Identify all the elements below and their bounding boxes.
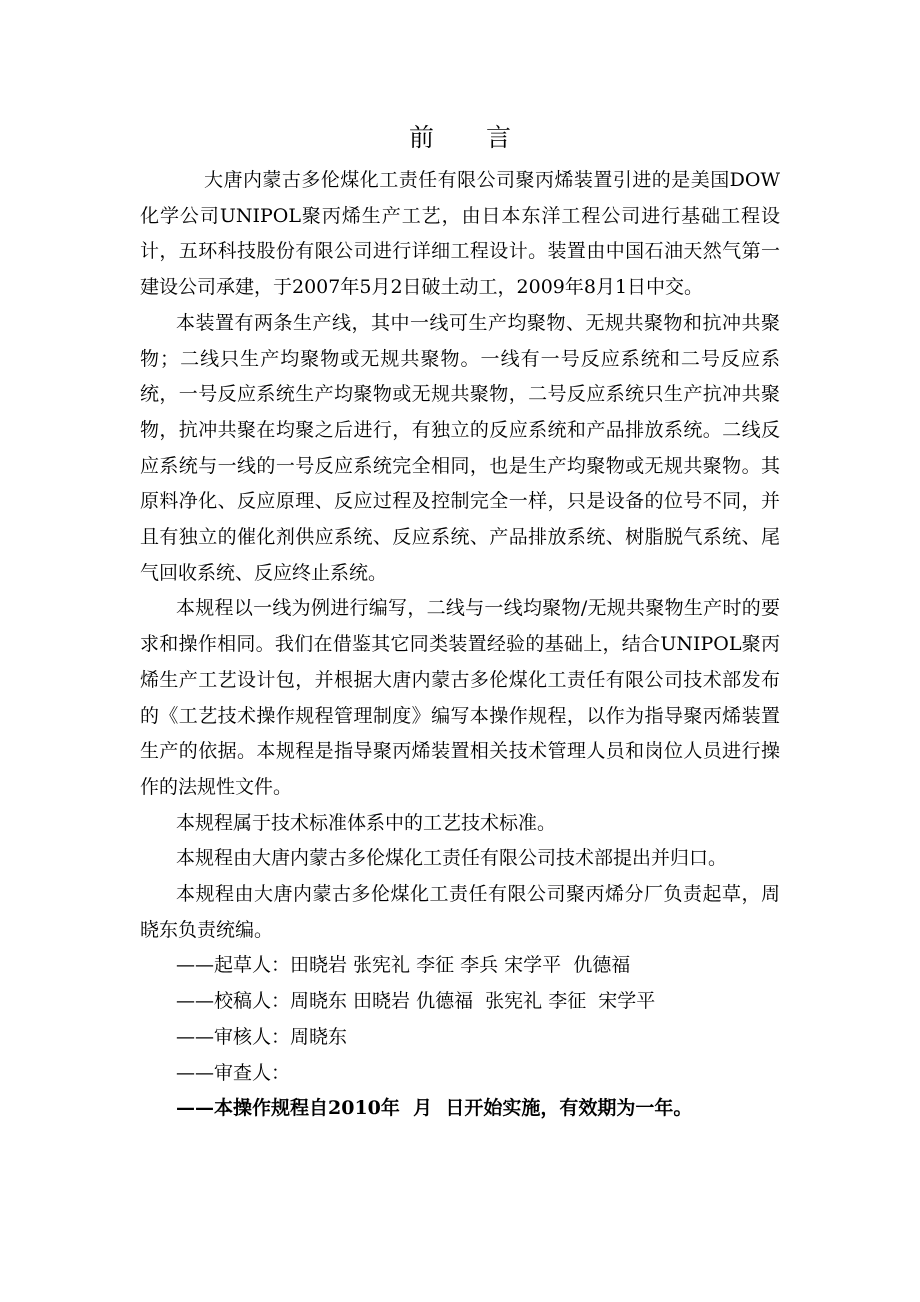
paragraph-drafter: 本规程由大唐内蒙古多伦煤化工责任有限公司聚丙烯分厂负责起草，周晓东负责统编。 [140,883,780,941]
effective-date-statement: ——本操作规程自2010年 月 日开始实施，有效期为一年。 [176,1097,693,1120]
paragraph-compilation-basis: 本规程以一线为例进行编写，二线与一线均聚物/无规共聚物生产时的要求和操作相同。我们在借鉴其它同类装置经验的基础上，结合UNIPOL聚丙烯生产工艺设计包，并根据大唐内蒙古多伦煤化工责任有限公司技术部发布的《工艺技术操作规程管理制度》编写本操作规程，以作为指导聚丙烯装置生产的依据。本规程是指导聚丙烯装置相关技术管理人员和岗位人员进行操作的法规性文件。 [140,597,780,798]
reviewer-line: ——审核人：周晓东 [176,1025,348,1048]
paragraph-standard-category: 本规程属于技术标准体系中的工艺技术标准。 [176,811,557,834]
proofreaders-line: ——校稿人：周晓东 田晓岩 仇德福 张宪礼 李征 宋学平 [176,990,656,1013]
drafters-line: ——起草人：田晓岩 张宪礼 李征 李兵 宋学平 仇德福 [176,954,631,977]
paragraph-production-lines: 本装置有两条生产线，其中一线可生产均聚物、无规共聚物和抗冲共聚物；二线只生产均聚物或无规共聚物。一线有一号反应系统和二号反应系统，一号反应系统生产均聚物或无规共聚物，二号反应系统只生产抗冲共聚物，抗冲共聚在均聚之后进行，有独立的反应系统和产品排放系统。二线反应系统与一线的一号反应系统完全相同，也是生产均聚物或无规共聚物。其原料净化、反应原理、反应过程及控制完全一样，只是设备的位号不同，并且有独立的催化剂供应系统、反应系统、产品排放系统、树脂脱气系统、尾气回收系统、反应终止系统。 [140,311,780,584]
document-body [140,163,780,1127]
examiner-line: ——审查人： [176,1061,291,1084]
paragraph-proposer: 本规程由大唐内蒙古多伦煤化工责任有限公司技术部提出并归口。 [176,847,728,870]
page-title: 前 言 [409,123,533,152]
paragraph-introduction: 大唐内蒙古多伦煤化工责任有限公司聚丙烯装置引进的是美国DOW化学公司UNIPOL聚丙烯生产工艺，由日本东洋工程公司进行基础工程设计，五环科技股份有限公司进行详细工程设计。装置由中国石油天然气第一建设公司承建，于2007年5月2日破土动工，2009年8月1日中交。 [140,169,780,299]
